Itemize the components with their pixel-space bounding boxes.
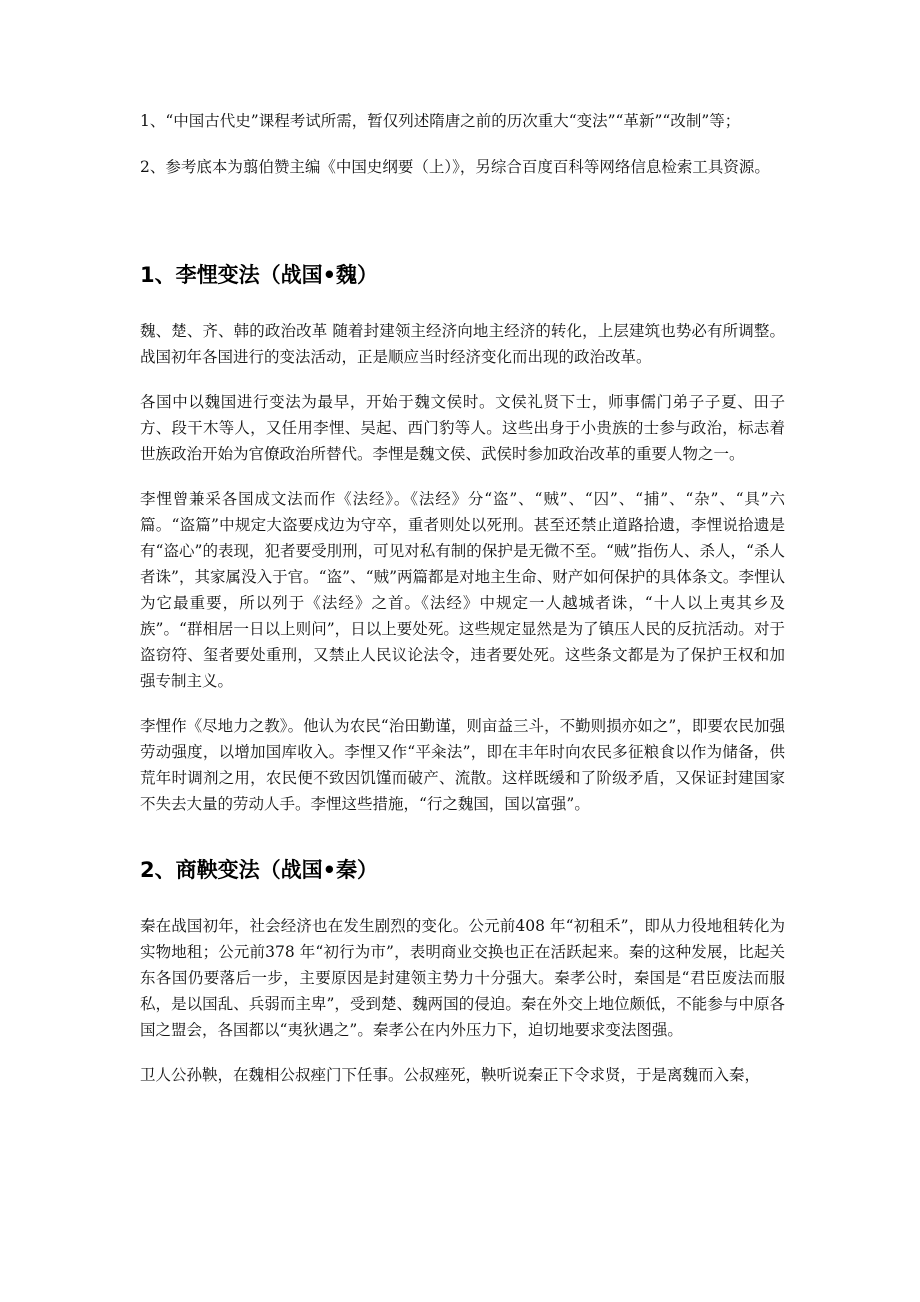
section-title: 1、李悝变法（战国•魏）	[140, 263, 379, 287]
body-paragraph: 魏、楚、齐、韩的政治改革 随着封建领主经济向地主经济的转化，上层建筑也势必有所调整。战国初年各国进行的变法活动，正是顺应当时经济变化而出现的政治改革。	[140, 322, 785, 366]
spacer	[140, 817, 785, 855]
spacer	[140, 467, 785, 486]
body-paragraph: 卫人公孙鞅，在魏相公叔痤门下任事。公叔痤死，鞅听说秦正下令求贤，于是离魏而入秦，	[140, 1066, 761, 1084]
body-paragraph: 李悝曾兼采各国成文法而作《法经》。《法经》分“盗”、“贼”、“囚”、“捕”、“杂”、“具”六篇。“盗篇”中规定大盗要戍边为守卒，重者则处以死刑。甚至还禁止道路拾遗，李悝说拾遗是有“盗心”的表现，犯者要受刖刑，可见对私有制的保护是无微不至。“贼”指伤人、杀人，“杀人者诛”，其家属没入于官。“盗”、“贼”两篇都是对地主生命、财产如何保护的具体条文。李悝认为它最重要，所以列于《法经》之首。《法经》中规定一人越城者诛，“十人以上夷其乡及族”。“群相居一日以上则问”，日以上要处死。这些规定显然是为了镇压人民的反抗活动。对于盗窃符、玺者要处重刑，又禁止人民议论法令，违者要处死。这些条文都是为了保护王权和加强专制主义。	[140, 490, 785, 690]
section-shang-yang-reform	[140, 855, 785, 1088]
note-1: 1、“中国古代史”课程考试所需，暂仅列述隋唐之前的历次重大“变法”“革新”“改制”等；	[140, 112, 741, 130]
body-paragraph: 李悝作《尽地力之教》。他认为农民“治田勤谨，则亩益三斗，不勤则损亦如之”，即要农民加强劳动强度，以增加国库收入。李悝又作“平籴法”，即在丰年时向农民多征粮食以作为储备，供荒年时调剂之用，农民便不致因饥馑而破产、流散。这样既缓和了阶级矛盾，又保证封建国家不失去大量的劳动人手。李悝这些措施，“行之魏国，国以富强”。	[140, 717, 785, 813]
section-title: 2、商鞅变法（战国•秦）	[140, 858, 379, 882]
note-2: 2、参考底本为翦伯赞主编《中国史纲要（上）》，另综合百度百科等网络信息检索工具资源。	[140, 158, 770, 176]
section-li-kui-reform	[140, 260, 785, 817]
body-paragraph: 秦在战国初年，社会经济也在发生剧烈的变化。公元前408 年“初租禾”，即从力役地租转化为实物地租；公元前378 年“初行为市”，表明商业交换也正在活跃起来。秦的这种发展，比起关东各国仍要落后一步，主要原因是封建领主势力十分强大。秦孝公时，秦国是“君臣废法而服私，是以国乱、兵弱而主卑”，受到楚、魏两国的侵迫。秦在外交上地位颇低，不能参与中原各国之盟会，各国都以“夷狄遇之”。秦孝公在内外压力下，迫切地要求变法图强。	[140, 917, 785, 1039]
spacer	[140, 290, 785, 318]
spacer	[140, 885, 785, 913]
spacer	[140, 180, 785, 260]
document-page	[140, 108, 785, 1088]
spacer	[140, 370, 785, 389]
body-paragraph: 各国中以魏国进行变法为最早，开始于魏文侯时。文侯礼贤下士，师事儒门弟子子夏、田子方、段干木等人，又任用李悝、吴起、西门豹等人。这些出身于小贵族的士参与政治，标志着世族政治开始为官僚政治所替代。李悝是魏文侯、武侯时参加政治改革的重要人物之一。	[140, 393, 785, 463]
spacer	[140, 694, 785, 713]
spacer	[140, 134, 785, 154]
spacer	[140, 1043, 785, 1062]
